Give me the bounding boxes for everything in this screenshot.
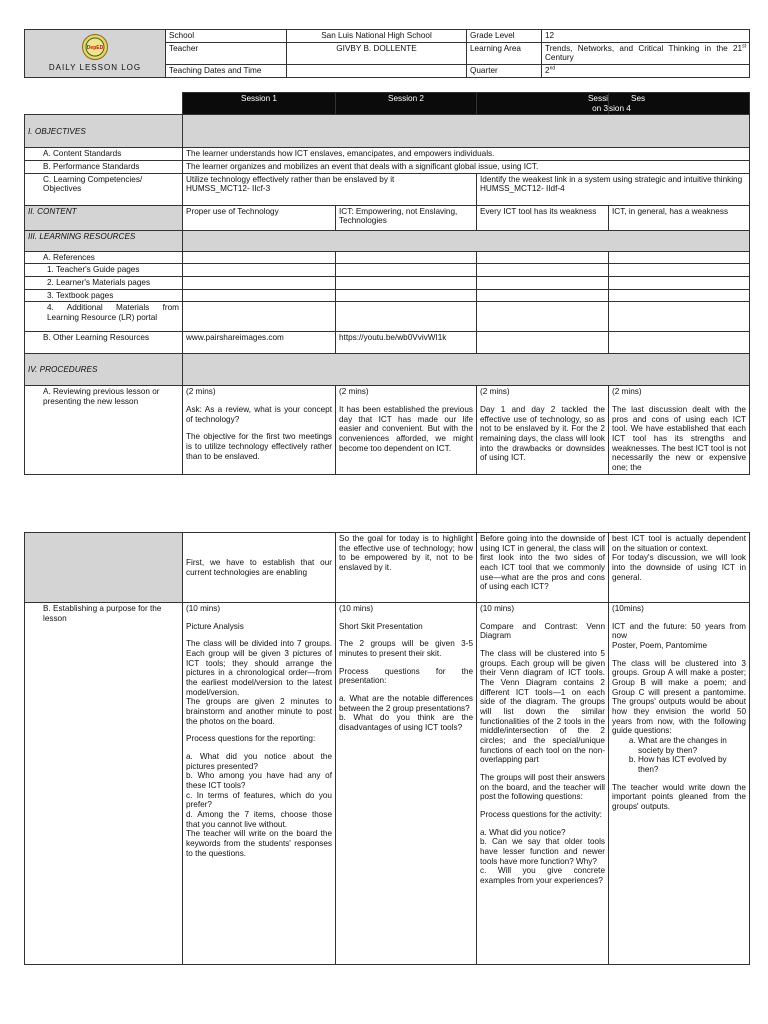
dll-label: DAILY LESSON LOG: [48, 62, 142, 72]
content-s3: Every ICT tool has its weakness: [477, 205, 609, 230]
cont-s2: So the goal for today is to highlight the effective use of technology; how to be empowered by it, not to be enslaved by it.: [336, 533, 477, 603]
cont-s3: Before going into the downside of using ICT in general, the class will first look into the two sides of each ICT tool that we commonly use—what are the pros and cons of using each ICT?: [477, 533, 609, 603]
other-resources-label: B. Other Learning Resources: [25, 332, 183, 354]
references-label: A. References: [25, 251, 183, 264]
reviewing-s2: (2 mins) It has been established the previous day that ICT has made our life easier and convenient. But with the conveniences afforded, we might become too dependent on ICT.: [336, 386, 477, 474]
performance-standards-value: The learner organizes and mobilizes an event that deals with a significant global issue, using ICT.: [183, 161, 750, 174]
objectives-heading: I. OBJECTIVES: [25, 115, 183, 148]
area-label: Learning Area: [467, 42, 542, 64]
content-s1: Proper use of Technology: [183, 205, 336, 230]
area-value: Trends, Networks, and Critical Thinking in the 21st Century: [542, 42, 750, 64]
school-label: School: [166, 30, 287, 43]
reviewing-s1: (2 mins) Ask: As a review, what is your concept of technology? The objective for the first two meetings is to utilize technology effectively rather than to be enslaved.: [183, 386, 336, 474]
performance-standards-label: B. Performance Standards: [25, 161, 183, 174]
header-table: [24, 29, 750, 78]
cont-s4: best ICT tool is actually dependent on the situation or context. For today's discussion, we will look into the downside of using ICT in general.: [609, 533, 750, 603]
other-resources-s2[interactable]: https://youtu.be/wb0VvivWI1k: [336, 332, 477, 354]
additional-materials-label: 4. Additional Materials from Learning Resource (LR) portal: [25, 302, 183, 332]
other-resources-s1[interactable]: www.pairshareimages.com: [183, 332, 336, 354]
guide-question-b: b. How has ICT evolved by then?: [638, 755, 746, 774]
dates-label: Teaching Dates and Time: [166, 65, 287, 78]
lesson-table-page2: [24, 532, 750, 965]
teacher-label: Teacher: [166, 42, 287, 64]
teacher-value: GIVBY B. DOLLENTE: [287, 42, 467, 64]
content-standards-value: The learner understands how ICT enslaves, emancipates, and empowers individuals.: [183, 148, 750, 161]
resources-heading: III. LEARNING RESOURCES: [25, 230, 183, 251]
quarter-value: 2nd: [542, 65, 750, 78]
purpose-s1: (10 mins) Picture Analysis The class will be divided into 7 groups. Each group will be given 3 pictures of ICT tools; they should arrange the pictures in a chronological order—from the earliest model/version to the latest model/version. The groups are given 2 minutes to brainstorm and another minute to post the photos on the board. Process questions for the reporting: a. What did you notice about the pictures presented? b. Who among you have had any of these ICT tools? c. In terms of features, which do you prefer? d. Among the 7 items, choose those that you cannot live without. The teacher will write on the board the keywords from the students' responses to the questions.: [183, 603, 336, 965]
deped-logo-icon: [82, 34, 108, 60]
competencies-label: C. Learning Competencies/ Objectives: [25, 173, 183, 205]
textbook-pages-label: 3. Textbook pages: [25, 289, 183, 302]
purpose-s2: (10 mins) Short Skit Presentation The 2 groups will be given 3-5 minutes to present their skit. Process questions for the presentation: a. What are the notable differences between the 2 group presentations? b. What do you think are the disadvantages of using ICT tools?: [336, 603, 477, 965]
guide-question-a: a. What are the changes in society by then?: [638, 736, 746, 755]
content-s4: ICT, in general, has a weakness: [609, 205, 750, 230]
cont-s1: First, we have to establish that our current technologies are enabling: [183, 533, 336, 603]
purpose-s3: (10 mins) Compare and Contrast: Venn Diagram The class will be clustered into 5 groups. Each group will be given their Venn diagram of ICT tools. The Venn Diagram contains 2 different ICT tools—1 on each side of the diagram. The groups will list down the similar functionalities of the 2 tools in the middle/intersection of the 2 circles; and the special/unique functions of each tool on the non-overlapping part The groups will post their answers on the board, and the teacher will post the following questions: Process questions for the activity: a. What did you notice? b. Can we say that older tools have lesser function and newer tools have more function? Why? c. Will you give concrete examples from your experiences?: [477, 603, 609, 965]
school-value: San Luis National High School: [287, 30, 467, 43]
reviewing-s3: (2 mins) Day 1 and day 2 tackled the effective use of technology, so as not to be enslaved by it. For the 2 remaining days, the class will look into the drawbacks or downsides of using ICT.: [477, 386, 609, 474]
content-s2: ICT: Empowering, not Enslaving, Technologies: [336, 205, 477, 230]
reviewing-label: A. Reviewing previous lesson or presenting the new lesson: [25, 386, 183, 474]
competencies-s34: Identify the weakest link in a system using strategic and intuitive thinking HUMSS_MCT12- IIdf-4: [477, 173, 750, 205]
content-standards-label: A. Content Standards: [25, 148, 183, 161]
session-2-header: Session 2: [336, 93, 477, 115]
quarter-label: Quarter: [467, 65, 542, 78]
dll-logo-cell: [25, 30, 166, 78]
session-3-header: Sessi on 3: [477, 93, 609, 115]
reviewing-s4: (2 mins) The last discussion dealt with the pros and cons of using each ICT tool. We have established that each ICT tool has its strengths and weaknesses. The best ICT tool is not necessarily the new or expensive one; the: [609, 386, 750, 474]
logo-text: DepED: [86, 45, 104, 51]
dates-value: [287, 65, 467, 78]
content-heading: II. CONTENT: [25, 205, 183, 230]
procedures-heading: IV. PROCEDURES: [25, 354, 183, 386]
competencies-s12: Utilize technology effectively rather than be enslaved by it HUMSS_MCT12- IIcf-3: [183, 173, 477, 205]
lesson-table-page1: [24, 92, 750, 475]
grade-value: 12: [542, 30, 750, 43]
purpose-label: B. Establishing a purpose for the lesson: [25, 603, 183, 965]
lm-pages-label: 2. Learner's Materials pages: [25, 277, 183, 290]
session-1-header: Session 1: [183, 93, 336, 115]
grade-label: Grade Level: [467, 30, 542, 43]
purpose-s4: (10mins) ICT and the future: 50 years from now Poster, Poem, Pantomime The class will be clustered into 3 groups. Group A will make a poster; Group B will make a poem; and Group C will present a pantomime. The groups' outputs would be about how they envision the world 50 years from now, with the following guide questions: a. What are the changes in society by then? b. How has ICT evolved by then? The teacher would write down the important points gleaned from the groups' outputs.: [609, 603, 750, 965]
session-4-header: Ses sion 4: [609, 93, 750, 115]
tg-pages-label: 1. Teacher's Guide pages: [25, 264, 183, 277]
